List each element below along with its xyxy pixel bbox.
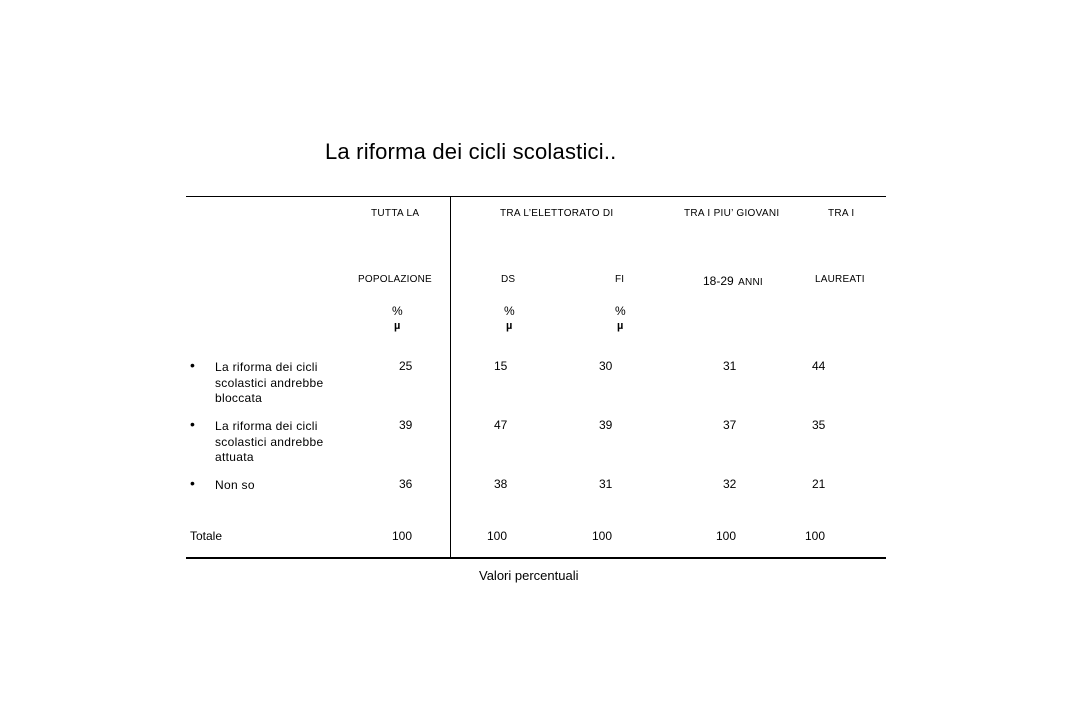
cell-row1-col4: 31: [723, 359, 737, 373]
marker-col1: µ: [394, 320, 401, 332]
page-title: La riforma dei cicli scolastici..: [325, 139, 617, 164]
cell-row2-col2: 47: [494, 418, 508, 432]
cell-total-col1: 100: [392, 529, 413, 543]
table-bottom-rule: [186, 557, 886, 559]
cell-row2-col4: 37: [723, 418, 737, 432]
table-top-rule: [186, 196, 886, 197]
cell-row3-col5: 21: [812, 477, 826, 491]
cell-row3-col1: 36: [399, 477, 413, 491]
header-all-population-line2: POPOLAZIONE: [358, 274, 432, 285]
cell-row1-col3: 30: [599, 359, 613, 373]
header-fi: FI: [615, 274, 625, 285]
row-label-total: Totale: [190, 529, 223, 543]
footer-note: Valori percentuali: [479, 568, 579, 583]
cell-total-col2: 100: [487, 529, 508, 543]
marker-col3: µ: [617, 320, 624, 332]
header-youngest-unit: ANNI: [738, 277, 763, 288]
cell-total-col3: 100: [592, 529, 613, 543]
bullet-row2: •: [190, 416, 195, 432]
cell-row3-col2: 38: [494, 477, 508, 491]
cell-total-col4: 100: [716, 529, 737, 543]
header-electorate: TRA L’ELETTORATO DI: [500, 208, 614, 219]
bullet-row3: •: [190, 475, 195, 491]
cell-total-col5: 100: [805, 529, 826, 543]
row-label-implemented: La riforma dei cicli scolastici andrebbe attuata: [215, 419, 324, 464]
table-column-divider: [450, 196, 451, 558]
row-label-dont-know: Non so: [215, 478, 255, 492]
cell-row3-col3: 31: [599, 477, 613, 491]
percent-sign-col1: %: [392, 304, 403, 318]
bullet-row1: •: [190, 357, 195, 373]
marker-col2: µ: [506, 320, 513, 332]
cell-row2-col1: 39: [399, 418, 413, 432]
cell-row1-col1: 25: [399, 359, 413, 373]
cell-row1-col5: 44: [812, 359, 826, 373]
cell-row2-col3: 39: [599, 418, 613, 432]
percent-sign-col2: %: [504, 304, 515, 318]
header-youngest-age-range: 18-29: [703, 274, 734, 288]
row-label-blocked: La riforma dei cicli scolastici andrebbe bloccata: [215, 360, 324, 405]
header-ds: DS: [501, 274, 516, 285]
header-youngest-line1: TRA I PIU’ GIOVANI: [684, 208, 780, 219]
cell-row2-col5: 35: [812, 418, 826, 432]
header-all-population-line1: TUTTA LA: [371, 208, 420, 219]
percent-sign-col3: %: [615, 304, 626, 318]
cell-row1-col2: 15: [494, 359, 508, 373]
header-graduates-line2: LAUREATI: [815, 274, 865, 285]
header-graduates-line1: TRA I: [828, 208, 855, 219]
cell-row3-col4: 32: [723, 477, 737, 491]
header-youngest-line2: [703, 272, 763, 290]
